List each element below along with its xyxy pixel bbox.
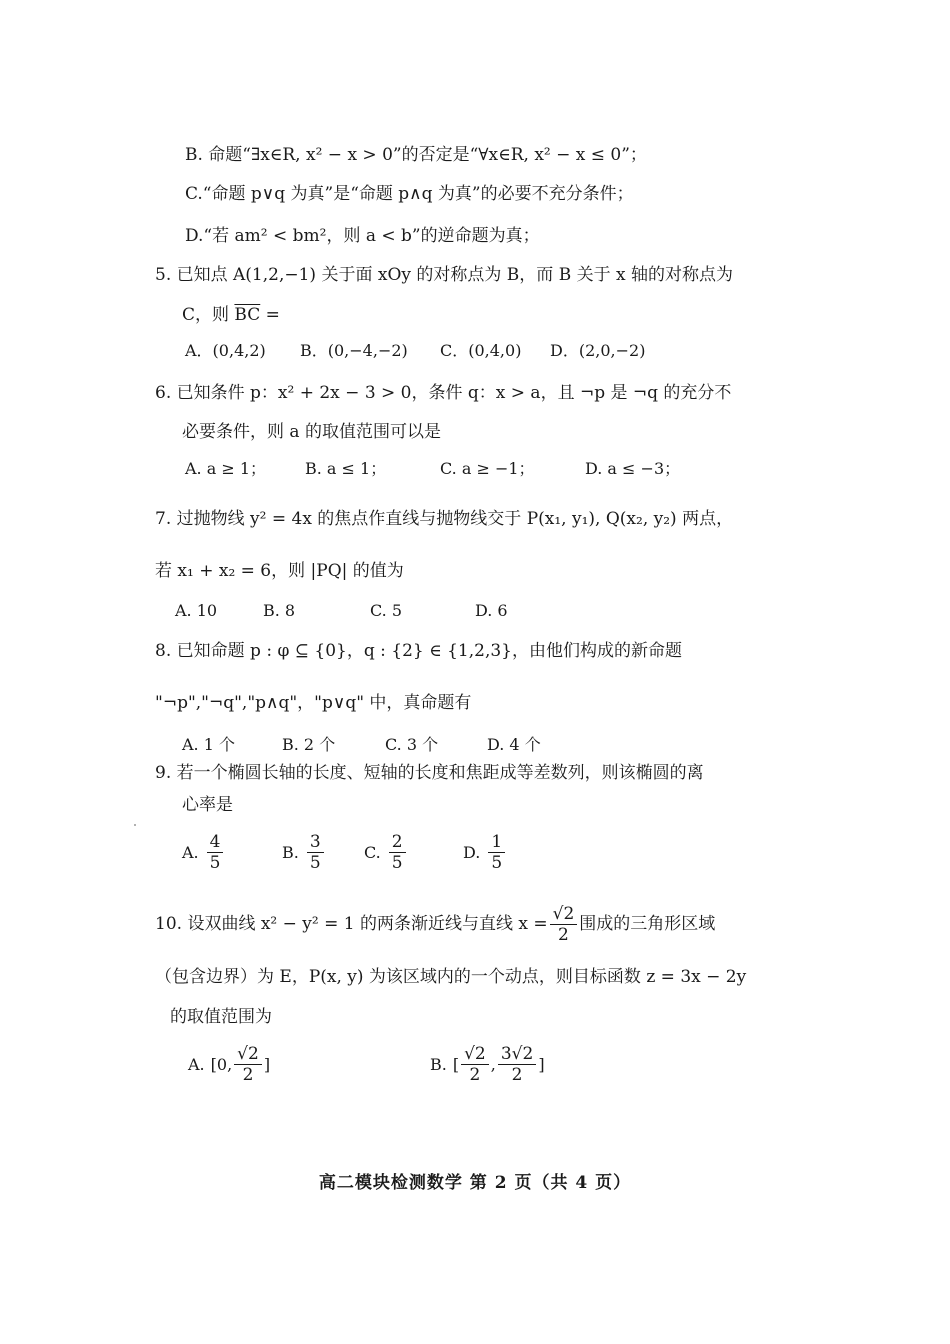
q5-stem-line1: 5. 已知点 A(1,2,−1) 关于面 xOy 的对称点为 B，而 B 关于 x 轴的对称点为 <box>155 265 733 285</box>
q9-choice-b-fraction <box>307 832 324 873</box>
q7-stem-line2: 若 x₁ + x₂ = 6，则 |PQ| 的值为 <box>155 561 404 581</box>
q9-choice-b-num: 3 <box>307 832 324 853</box>
q10-choice-b-fraction-1 <box>461 1044 489 1085</box>
q5-choice-b: B．(0,−4,−2) <box>300 341 408 360</box>
q5-vector-bc: $\overline{BC}$ <box>234 305 261 325</box>
q10-stem-suffix: 围成的三角形区域 <box>579 914 716 934</box>
q9-choice-a <box>182 832 225 873</box>
q10-choice-a-fraction <box>234 1044 262 1085</box>
q7-choice-d: D. 6 <box>475 601 508 620</box>
q10-stem-line3: 的取值范围为 <box>170 1007 272 1027</box>
q5-choice-c: C．(0,4,0) <box>440 341 522 360</box>
q10-stem-frac-num: √2 <box>550 904 578 925</box>
q9-choice-c-fraction <box>389 832 406 873</box>
q10-choice-b-open: [ <box>452 1055 460 1074</box>
q5-choices <box>185 340 745 362</box>
q10-choice-b-fraction-2 <box>498 1044 536 1085</box>
q10-choice-b-den-2: 2 <box>511 1065 523 1085</box>
q4-option-c: C.“命题 p∨q 为真”是“命题 p∧q 为真”的必要不充分条件； <box>185 184 634 204</box>
q10-choice-b-den-1: 2 <box>469 1065 481 1085</box>
q8-choices <box>182 734 602 756</box>
q9-choice-d-num: 1 <box>488 832 505 853</box>
q10-choice-b-separator: , <box>490 1055 496 1074</box>
q10-stem-prefix: 10. 设双曲线 x² − y² = 1 的两条渐近线与直线 x = <box>155 914 548 934</box>
q9-choice-d-fraction <box>488 832 505 873</box>
q5-choice-d: D．(2,0,−2) <box>550 341 646 360</box>
page-footer: 高二模块检测数学 第 2 页（共 4 页） <box>318 1173 632 1193</box>
q9-choice-d-den: 5 <box>491 853 503 873</box>
q7-choices <box>175 600 575 622</box>
q8-choice-d: D. 4 个 <box>487 735 541 754</box>
q8-choice-a: A. 1 个 <box>182 735 235 754</box>
q5-stem-prefix: C，则 <box>182 305 235 325</box>
q10-choice-b-num-1: √2 <box>461 1044 489 1065</box>
q9-choice-a-num: 4 <box>207 832 224 853</box>
q10-choice-a <box>188 1044 270 1085</box>
q10-choice-a-num: √2 <box>234 1044 262 1065</box>
q8-choice-b: B. 2 个 <box>282 735 336 754</box>
q4-option-d: D.“若 am² < bm²，则 a < b”的逆命题为真； <box>185 226 540 246</box>
q9-choice-b-den: 5 <box>309 853 321 873</box>
q8-stem-line1: 8. 已知命题 p : φ ⊆ {0}，q : {2} ∈ {1,2,3}，由他们构成的新命题 <box>155 641 682 661</box>
q10-stem-frac-den: 2 <box>558 925 569 945</box>
q10-choice-a-close: ] <box>263 1055 271 1074</box>
q10-stem-fraction <box>550 904 578 945</box>
q6-choice-d: D. a ≤ −3； <box>585 459 681 478</box>
q9-choice-d-label: D. <box>463 843 481 862</box>
q9-choice-a-fraction <box>207 832 224 873</box>
q6-choice-c: C. a ≥ −1； <box>440 459 535 478</box>
q10-choice-a-open: [0, <box>210 1055 233 1074</box>
q7-choice-b: B. 8 <box>263 601 296 620</box>
q10-choice-a-label: A. <box>188 1055 205 1074</box>
scan-speck <box>134 824 136 826</box>
q9-choice-c-label: C. <box>364 843 381 862</box>
q8-choice-c: C. 3 个 <box>385 735 439 754</box>
q10-choice-a-den: 2 <box>242 1065 254 1085</box>
q10-choice-b-num-2: 3√2 <box>498 1044 536 1065</box>
q9-stem-line1: 9. 若一个椭圆长轴的长度、短轴的长度和焦距成等差数列，则该椭圆的离 <box>155 763 704 783</box>
q10-choice-b <box>430 1044 545 1085</box>
q4-option-b: B. 命题“∃x∈R, x² − x > 0”的否定是“∀x∈R, x² − x ≤ 0”； <box>185 145 647 165</box>
q10-choice-b-close: ] <box>538 1055 545 1074</box>
q6-choice-a: A. a ≥ 1； <box>185 459 267 478</box>
q9-choice-d <box>463 832 507 873</box>
q9-stem-line2: 心率是 <box>182 795 233 815</box>
q5-stem-suffix: = <box>260 305 280 325</box>
q6-stem-line2: 必要条件，则 a 的取值范围可以是 <box>182 422 441 442</box>
q9-choice-a-den: 5 <box>209 853 221 873</box>
q6-stem-line1: 6. 已知条件 p：x² + 2x − 3 > 0，条件 q：x > a，且 ¬p 是 ¬q 的充分不 <box>155 383 732 403</box>
q6-choice-b: B. a ≤ 1； <box>305 459 387 478</box>
q5-choice-a: A．(0,4,2) <box>185 341 266 360</box>
q10-stem-line2: （包含边界）为 E，P(x, y) 为该区域内的一个动点，则目标函数 z = 3x − 2y <box>155 967 747 987</box>
q10-choice-b-label: B. <box>430 1055 447 1074</box>
q7-stem-line1: 7. 过抛物线 y² = 4x 的焦点作直线与抛物线交于 P(x₁, y₁), Q(x₂, y₂) 两点， <box>155 509 734 529</box>
q9-choice-c-den: 5 <box>391 853 403 873</box>
q9-choice-c <box>364 832 408 873</box>
q10-stem-line1 <box>155 902 715 948</box>
q9-choice-b-label: B. <box>282 843 299 862</box>
q9-choice-c-num: 2 <box>389 832 406 853</box>
q6-choices <box>185 458 745 480</box>
q7-choice-a: A. 10 <box>175 601 218 620</box>
q9-choice-a-label: A. <box>182 843 199 862</box>
q5-stem-line2 <box>182 304 280 326</box>
q7-choice-c: C. 5 <box>370 601 403 620</box>
q9-choice-b <box>282 832 326 873</box>
q8-stem-line2: "¬p","¬q","p∧q"，"p∨q" 中，真命题有 <box>155 693 472 713</box>
